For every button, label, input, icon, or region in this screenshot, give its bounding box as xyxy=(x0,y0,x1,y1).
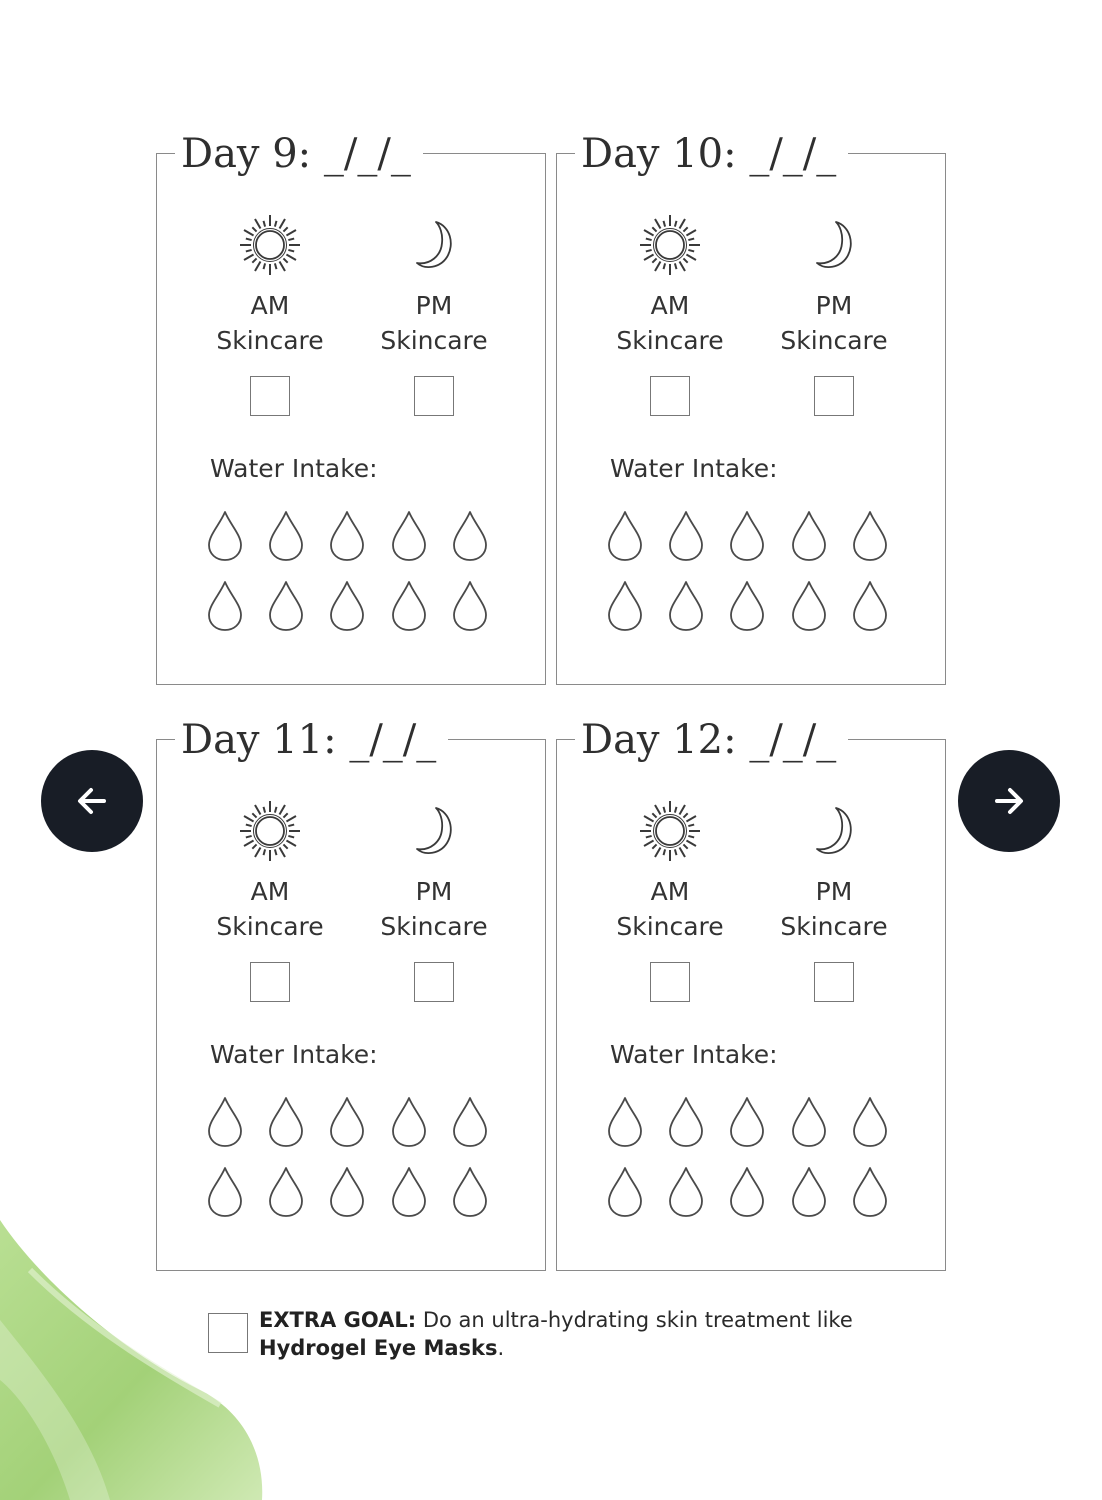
water-drop-icon[interactable] xyxy=(607,1166,643,1218)
previous-page-button[interactable] xyxy=(41,750,143,852)
arrow-left-icon xyxy=(72,781,112,821)
moon-icon xyxy=(403,214,465,276)
water-drop-icon[interactable] xyxy=(852,510,888,562)
extra-goal-text xyxy=(259,1306,928,1362)
water-intake-label: Water Intake: xyxy=(610,454,778,483)
pm-skincare-label: PM Skincare xyxy=(380,877,488,941)
am-skincare-checkbox[interactable] xyxy=(650,962,690,1002)
am-skincare xyxy=(595,800,745,1002)
water-drop-icon[interactable] xyxy=(852,580,888,632)
am-skincare xyxy=(195,800,345,1002)
water-drop-icon[interactable] xyxy=(207,580,243,632)
water-drop-icon[interactable] xyxy=(791,1166,827,1218)
water-drop-tracker xyxy=(207,1096,507,1218)
water-drop-icon[interactable] xyxy=(607,1096,643,1148)
water-drop-icon[interactable] xyxy=(329,510,365,562)
sun-icon xyxy=(239,800,301,862)
water-drop-icon[interactable] xyxy=(607,580,643,632)
water-intake-label: Water Intake: xyxy=(210,454,378,483)
water-drop-icon[interactable] xyxy=(729,510,765,562)
day-card-12 xyxy=(556,717,946,1271)
pm-skincare xyxy=(359,800,509,1002)
pm-skincare-checkbox[interactable] xyxy=(414,962,454,1002)
day-card-10 xyxy=(556,131,946,685)
am-skincare xyxy=(595,214,745,416)
water-drop-icon[interactable] xyxy=(668,1096,704,1148)
water-drop-tracker xyxy=(207,510,507,632)
pm-skincare-label: PM Skincare xyxy=(380,291,488,355)
am-skincare-label: AM Skincare xyxy=(616,877,724,941)
water-drop-icon[interactable] xyxy=(391,1166,427,1218)
water-drop-tracker xyxy=(607,1096,907,1218)
day-card-9 xyxy=(156,131,546,685)
arrow-right-icon xyxy=(989,781,1029,821)
day-title: Day 12: _/_/_ xyxy=(575,714,848,766)
moon-icon xyxy=(803,800,865,862)
moon-icon xyxy=(403,800,465,862)
pm-skincare xyxy=(759,800,909,1002)
water-drop-icon[interactable] xyxy=(207,1096,243,1148)
sun-icon xyxy=(639,214,701,276)
pm-skincare-checkbox[interactable] xyxy=(814,962,854,1002)
water-drop-icon[interactable] xyxy=(452,510,488,562)
pm-skincare-checkbox[interactable] xyxy=(414,376,454,416)
am-skincare-checkbox[interactable] xyxy=(250,962,290,1002)
water-drop-icon[interactable] xyxy=(791,580,827,632)
next-page-button[interactable] xyxy=(958,750,1060,852)
day-title: Day 11: _/_/_ xyxy=(175,714,448,766)
water-drop-icon[interactable] xyxy=(207,1166,243,1218)
sun-icon xyxy=(239,214,301,276)
water-drop-icon[interactable] xyxy=(729,1166,765,1218)
water-drop-icon[interactable] xyxy=(268,1096,304,1148)
am-skincare-label: AM Skincare xyxy=(216,291,324,355)
extra-goal-description: Do an ultra-hydrating skin treatment like xyxy=(416,1308,853,1332)
water-drop-icon[interactable] xyxy=(729,1096,765,1148)
moon-icon xyxy=(803,214,865,276)
extra-goal-product: Hydrogel Eye Masks xyxy=(259,1336,498,1360)
water-drop-icon[interactable] xyxy=(207,510,243,562)
water-drop-icon[interactable] xyxy=(668,580,704,632)
am-skincare-label: AM Skincare xyxy=(616,291,724,355)
day-title: Day 10: _/_/_ xyxy=(575,128,848,180)
pm-skincare-label: PM Skincare xyxy=(780,877,888,941)
pm-skincare xyxy=(759,214,909,416)
pm-skincare-label: PM Skincare xyxy=(780,291,888,355)
water-drop-icon[interactable] xyxy=(452,1166,488,1218)
water-drop-icon[interactable] xyxy=(668,510,704,562)
water-drop-icon[interactable] xyxy=(791,1096,827,1148)
am-skincare xyxy=(195,214,345,416)
water-drop-icon[interactable] xyxy=(268,580,304,632)
water-drop-icon[interactable] xyxy=(852,1096,888,1148)
pm-skincare-checkbox[interactable] xyxy=(814,376,854,416)
sun-icon xyxy=(639,800,701,862)
water-drop-icon[interactable] xyxy=(729,580,765,632)
water-drop-icon[interactable] xyxy=(452,580,488,632)
water-drop-icon[interactable] xyxy=(268,1166,304,1218)
water-drop-icon[interactable] xyxy=(268,510,304,562)
water-drop-icon[interactable] xyxy=(668,1166,704,1218)
water-drop-icon[interactable] xyxy=(852,1166,888,1218)
extra-goal-suffix: . xyxy=(497,1336,505,1360)
water-intake-label: Water Intake: xyxy=(210,1040,378,1069)
water-drop-icon[interactable] xyxy=(329,1166,365,1218)
day-card-11 xyxy=(156,717,546,1271)
extra-goal-checkbox[interactable] xyxy=(208,1313,248,1353)
water-drop-icon[interactable] xyxy=(391,1096,427,1148)
am-skincare-label: AM Skincare xyxy=(216,877,324,941)
water-drop-icon[interactable] xyxy=(607,510,643,562)
extra-goal-prefix: EXTRA GOAL: xyxy=(259,1308,417,1332)
water-drop-tracker xyxy=(607,510,907,632)
pm-skincare xyxy=(359,214,509,416)
day-title: Day 9: _/_/_ xyxy=(175,128,423,180)
water-drop-icon[interactable] xyxy=(452,1096,488,1148)
water-drop-icon[interactable] xyxy=(391,580,427,632)
water-drop-icon[interactable] xyxy=(329,1096,365,1148)
water-intake-label: Water Intake: xyxy=(610,1040,778,1069)
am-skincare-checkbox[interactable] xyxy=(250,376,290,416)
water-drop-icon[interactable] xyxy=(329,580,365,632)
extra-goal xyxy=(208,1306,928,1362)
am-skincare-checkbox[interactable] xyxy=(650,376,690,416)
water-drop-icon[interactable] xyxy=(791,510,827,562)
water-drop-icon[interactable] xyxy=(391,510,427,562)
